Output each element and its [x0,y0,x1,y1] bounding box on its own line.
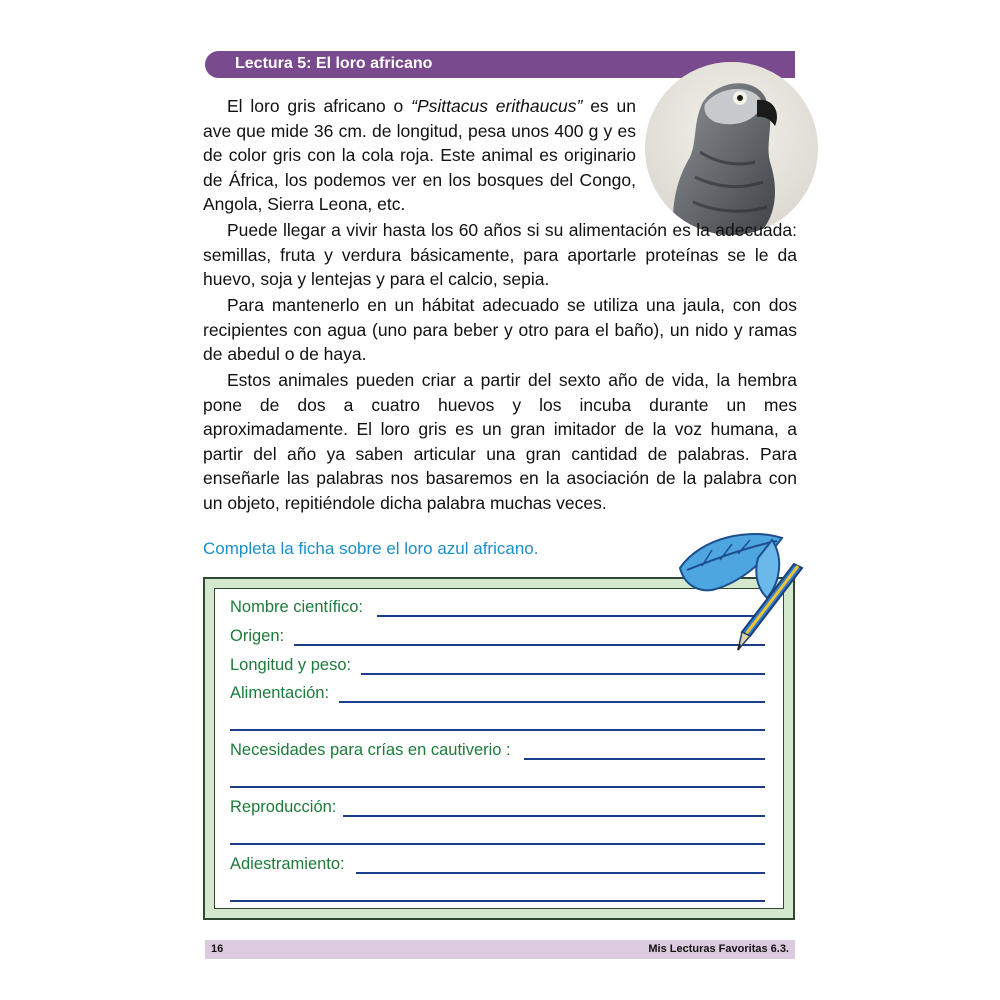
answer-line-feeding[interactable] [339,701,765,703]
label-scientific-name: Nombre científico: [230,598,363,616]
answer-line-needs[interactable] [524,758,765,760]
answer-line-length-weight[interactable] [361,673,765,675]
book-title: Mis Lecturas Favoritas 6.3. [648,943,789,955]
label-training: Adiestramiento: [230,855,345,873]
label-origin: Origen: [230,627,285,645]
page-number: 16 [211,943,224,955]
answer-line-training[interactable] [356,872,765,874]
paragraph-3 [203,293,797,367]
label-feeding: Alimentación: [230,684,330,702]
feather-pen-icon [672,528,812,662]
answer-line-reproduction-2[interactable] [230,843,765,845]
parrot-photo [645,62,818,235]
label-length-weight: Longitud y peso: [230,656,352,674]
paragraph-1-start: El loro gris africano o [227,96,412,116]
paragraph-2 [203,218,797,292]
page-footer [205,940,795,959]
paragraph-4-text: Estos animales pueden criar a partir del sexto año de vida, la hembra pone de dos a cuatro huevos y los incuba durante un mes aproximadamente. El loro gris es un gran imitador de la voz humana, a partir del año ya saben articular una gran cantidad de palabras. Para enseñarle las palabras nos basaremos en la asociación de la palabra con un objeto, repitiéndole dicha palabra muchas veces. [203,370,797,513]
paragraph-4 [203,368,797,515]
exercise-prompt: Completa la ficha sobre el loro azul africano. [203,539,539,558]
answer-line-training-2[interactable] [230,900,765,902]
species-name: “Psittacus erithaucus” [411,96,583,116]
lesson-title: Lectura 5: El loro africano [235,55,433,72]
answer-line-feeding-2[interactable] [230,729,765,731]
label-needs: Necesidades para crías en cautiverio : [230,741,511,759]
paragraph-1-end: es un ave que mide 36 cm. de longitud, pesa unos 400 g y es de color gris con la cola roja. Este animal es originario de África, los podemos ver en los bosques del Congo, Angola, Sierra Leona, etc. [203,96,636,214]
paragraph-3-text: Para mantenerlo en un hábitat adecuado se utiliza una jaula, con dos recipientes con agua (uno para beber y otro para el baño), un nido y ramas de abedul o de haya. [203,295,797,364]
label-reproduction: Reproducción: [230,798,337,816]
answer-line-reproduction[interactable] [343,815,765,817]
paragraph-2-text: Puede llegar a vivir hasta los 60 años si su alimentación es la adecuada: semillas, fruta y verdura básicamente, para aportarle proteínas se le da huevo, soja y lentejas y para el calcio, sepia. [203,220,797,289]
paragraph-1 [203,94,636,217]
answer-line-needs-2[interactable] [230,786,765,788]
